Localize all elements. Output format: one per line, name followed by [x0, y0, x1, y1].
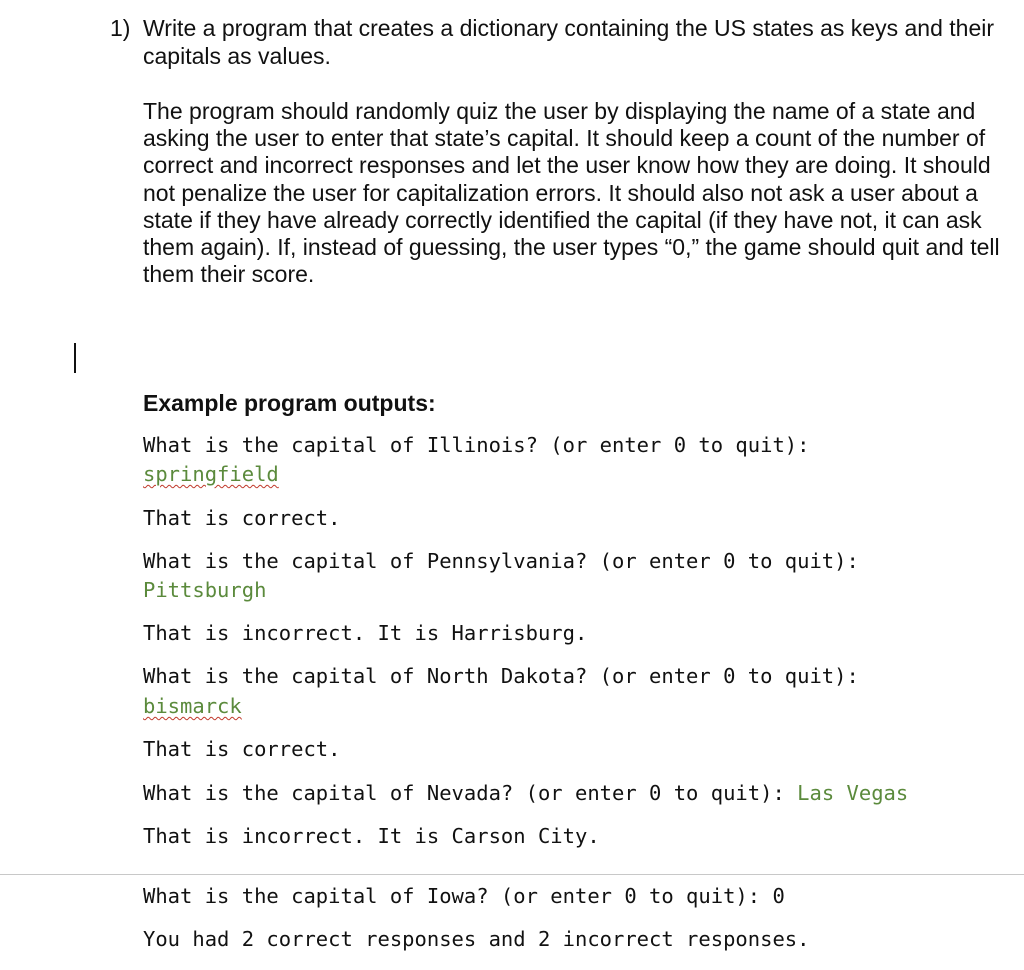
answer-pennsylvania: Pittsburgh	[143, 578, 267, 602]
result-nevada: That is incorrect. It is Carson City.	[143, 824, 600, 848]
answer-iowa: 0	[772, 884, 785, 908]
answer-north-dakota: bismarck	[143, 694, 242, 718]
result-pennsylvania: That is incorrect. It is Harrisburg.	[143, 621, 588, 645]
final-score: You had 2 correct responses and 2 incorrect responses.	[143, 927, 810, 951]
prompt-pennsylvania: What is the capital of Pennsylvania? (or enter 0 to quit):	[143, 549, 859, 573]
answer-illinois: springfield	[143, 462, 279, 486]
prompt-iowa	[143, 882, 785, 910]
result-illinois: That is correct.	[143, 506, 341, 530]
prompt-iowa-text: What is the capital of Iowa? (or enter 0 to quit):	[143, 884, 761, 908]
result-north-dakota: That is correct.	[143, 737, 341, 761]
divider-line	[0, 874, 1024, 875]
prompt-illinois: What is the capital of Illinois? (or enter 0 to quit):	[143, 433, 810, 457]
examples-heading: Example program outputs:	[143, 390, 436, 416]
question-intro: Write a program that creates a dictionary containing the US states as keys and their capitals as values.	[143, 15, 994, 69]
question-body: The program should randomly quiz the user by displaying the name of a state and asking the user to enter that state’s capital. It should keep a count of the number of correct and incorrect responses and let the user know how they are doing. It should not penalize the user for capitalization errors. It should also not ask a user about a state if they have already correctly identified the capital (if they have not, it can ask them again). If, instead of guessing, the user types “0,” the game should quit and tell them their score.	[143, 98, 1000, 288]
prompt-nevada	[143, 779, 908, 807]
prompt-nevada-text: What is the capital of Nevada? (or enter 0 to quit):	[143, 781, 785, 805]
answer-nevada: Las Vegas	[797, 781, 909, 805]
text-cursor	[74, 343, 76, 373]
question-number: 1)	[110, 15, 131, 41]
prompt-north-dakota: What is the capital of North Dakota? (or enter 0 to quit):	[143, 664, 859, 688]
